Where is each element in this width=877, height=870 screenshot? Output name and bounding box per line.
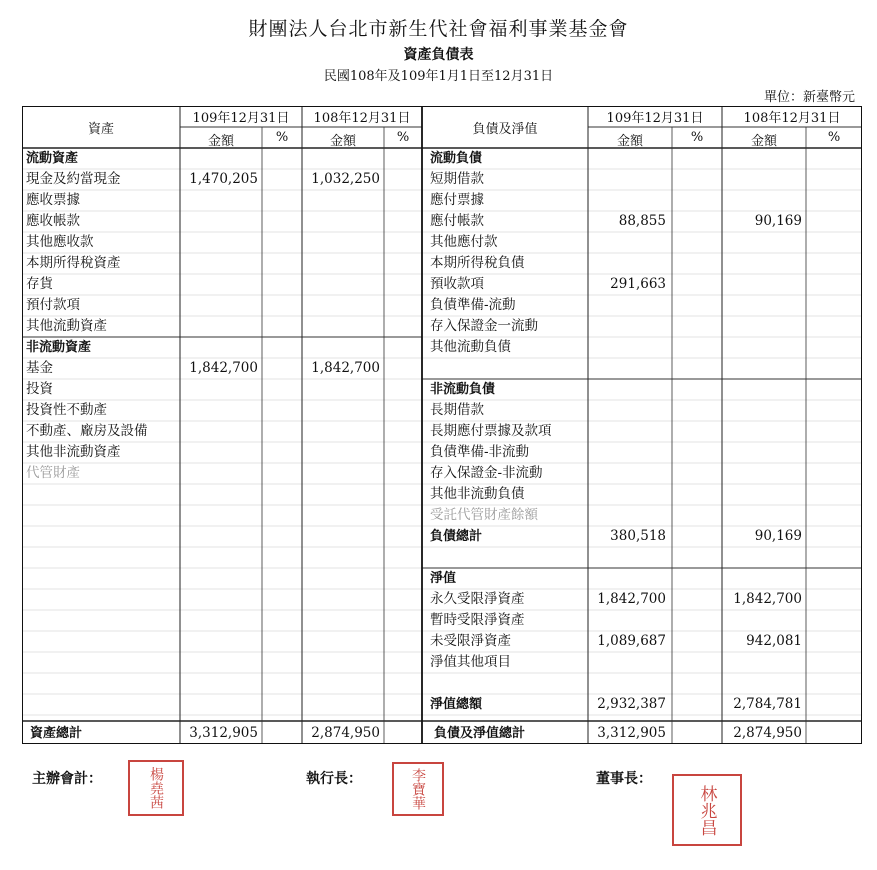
total-liab-equity-108: 2,874,950 (733, 725, 802, 741)
chairman-signature-label: 董事長： (596, 771, 652, 787)
document-title: 資產負債表 (403, 47, 474, 63)
liability-row-amount-108: 90,169 (754, 213, 802, 229)
liab-109-amount-header: 金額 (616, 134, 643, 149)
total-liab-equity-label: 負債及淨值總計 (434, 726, 526, 741)
asset-row-label: 投資 (26, 381, 53, 397)
balance-sheet-table (22, 106, 862, 744)
organization-name: 財團法人台北市新生代社會福利事業基金會 (248, 18, 629, 40)
liability-row-amount-108: 942,081 (746, 633, 802, 649)
liability-row-label: 其他流動負債 (430, 339, 511, 355)
assets-108-amount-header: 金額 (329, 134, 356, 149)
liabilities-column-header: 負債及淨值 (472, 122, 538, 137)
liability-row-amount-109: 1,842,700 (597, 591, 666, 607)
liability-row-label: 存入保證金一流動 (430, 318, 538, 334)
liability-row-label: 預收款項 (430, 276, 484, 292)
asset-row-label: 基金 (26, 360, 53, 376)
asset-row-label: 其他非流動資產 (26, 444, 121, 460)
liab-108-date-header: 108年12月31日 (743, 111, 841, 126)
liab-108-amount-header: 金額 (750, 134, 777, 149)
asset-row-label: 代管財產 (26, 465, 80, 481)
total-assets-label: 資產總計 (30, 726, 83, 741)
liability-row-label: 其他非流動負債 (430, 486, 525, 502)
asset-row-label: 投資性不動產 (26, 402, 107, 418)
liability-row-label: 應付帳款 (430, 213, 484, 229)
asset-row-label: 其他應收款 (26, 234, 94, 250)
reporting-period: 民國108年及109年1月1日至12月31日 (323, 69, 554, 84)
asset-row-amount-109: 1,842,700 (189, 360, 258, 376)
accountant-seal-text: 楊堯茜 (148, 767, 164, 809)
asset-row-label: 現金及約當現金 (26, 171, 121, 187)
liability-row-label: 非流動負債 (430, 382, 496, 397)
liability-row-label: 負債準備-非流動 (430, 444, 530, 460)
liab-108-pct-header: % (827, 130, 841, 145)
liability-row-label: 其他應付款 (430, 234, 498, 250)
liability-row-label: 負債準備-流動 (430, 297, 516, 313)
asset-row-amount-108: 1,032,250 (311, 171, 380, 187)
asset-row-label: 應收票據 (26, 192, 80, 208)
liability-row-amount-108: 1,842,700 (733, 591, 802, 607)
asset-row-label: 預付款項 (26, 297, 80, 313)
ceo-seal (392, 762, 444, 816)
asset-row-amount-109: 1,470,205 (189, 171, 258, 187)
liability-row-label: 長期借款 (430, 402, 484, 418)
liab-109-date-header: 109年12月31日 (606, 111, 704, 126)
chairman-seal-text: 林兆昌 (696, 784, 717, 836)
liability-row-label: 永久受限淨資產 (430, 591, 525, 607)
liability-row-label: 負債總計 (430, 529, 483, 544)
assets-109-amount-header: 金額 (207, 134, 234, 149)
liability-row-label: 未受限淨資產 (430, 633, 511, 649)
liability-row-label: 應付票據 (430, 192, 484, 208)
ceo-seal-text: 李寶華 (410, 768, 426, 810)
chairman-seal (672, 774, 742, 846)
total-assets-108: 2,874,950 (311, 725, 380, 741)
total-assets-109: 3,312,905 (189, 725, 258, 741)
liability-row-amount-109: 291,663 (610, 276, 666, 292)
liability-row-amount-108: 2,784,781 (733, 696, 802, 712)
asset-row-label: 本期所得稅資產 (26, 255, 121, 271)
liability-row-label: 淨值其他項目 (430, 654, 511, 670)
total-liab-equity-109: 3,312,905 (597, 725, 666, 741)
liability-row-amount-108: 90,169 (754, 528, 802, 544)
liability-row-label: 長期應付票據及款項 (430, 423, 552, 439)
accountant-signature-label: 主辦會計： (32, 771, 102, 787)
liability-row-label: 暫時受限淨資產 (430, 612, 525, 628)
asset-row-label: 非流動資產 (26, 340, 92, 355)
asset-row-label: 流動資產 (26, 151, 79, 166)
liability-row-label: 淨值總額 (430, 697, 483, 712)
asset-row-label: 不動產、廠房及設備 (26, 423, 148, 439)
asset-row-label: 其他流動資產 (26, 318, 107, 334)
liability-row-label: 本期所得稅負債 (430, 255, 525, 271)
liability-row-label: 短期借款 (430, 171, 484, 187)
liability-row-amount-109: 88,855 (618, 213, 666, 229)
asset-row-label: 應收帳款 (26, 213, 80, 229)
currency-unit: 單位：新臺幣元 (763, 90, 855, 105)
assets-108-date-header: 108年12月31日 (313, 111, 411, 126)
liability-row-amount-109: 2,932,387 (597, 696, 666, 712)
liability-row-label: 流動負債 (430, 151, 483, 166)
liability-row-label: 受託代管財產餘額 (430, 507, 538, 523)
liab-109-pct-header: % (690, 130, 704, 145)
assets-column-header: 資產 (87, 122, 114, 137)
liability-row-amount-109: 380,518 (610, 528, 666, 544)
ceo-signature-label: 執行長： (306, 771, 362, 787)
liability-row-amount-109: 1,089,687 (597, 633, 666, 649)
assets-108-pct-header: % (396, 130, 410, 145)
accountant-seal (128, 760, 184, 816)
assets-109-pct-header: % (275, 130, 289, 145)
asset-row-amount-108: 1,842,700 (311, 360, 380, 376)
asset-row-label: 存貨 (26, 276, 53, 292)
assets-109-date-header: 109年12月31日 (192, 111, 290, 126)
liability-row-label: 存入保證金-非流動 (430, 465, 543, 481)
liability-row-label: 淨值 (430, 571, 457, 586)
